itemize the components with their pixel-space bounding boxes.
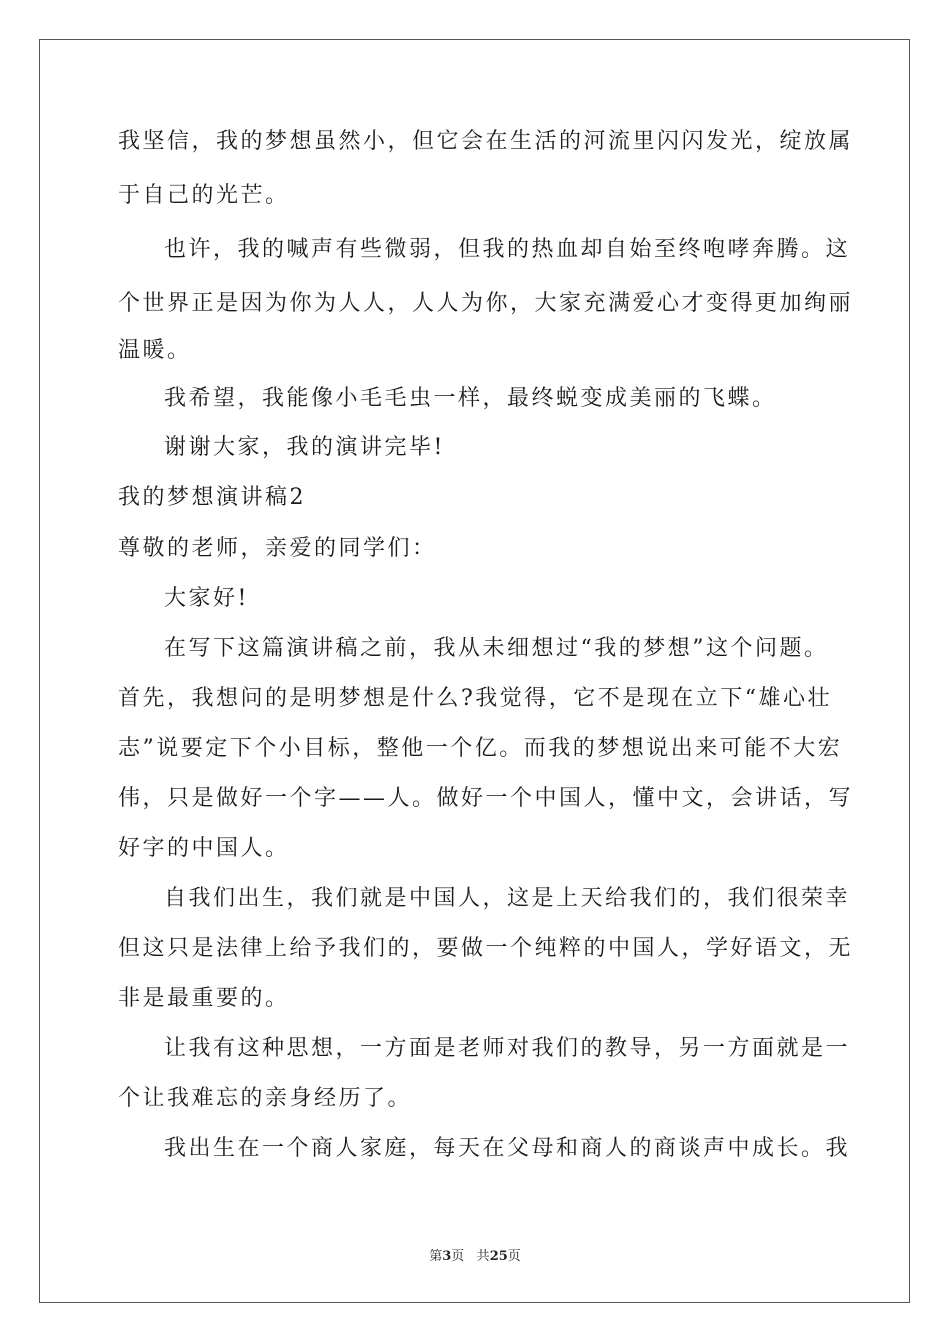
text-line: 温暖。 [118,338,192,363]
text-line: 也许，我的喊声有些微弱，但我的热血却自始至终咆哮奔腾。这 [164,237,851,262]
text-line: 首先，我想问的是明梦想是什么?我觉得，它不是现在立下“雄心壮 [118,686,833,711]
text-line: 我希望，我能像小毛毛虫一样，最终蜕变成美丽的飞蝶。 [164,386,777,411]
text-line: 在写下这篇演讲稿之前，我从未细想过“我的梦想”这个问题。 [164,636,829,661]
salutation: 尊敬的老师，亲爱的同学们： [118,536,437,561]
page-footer [0,1245,950,1264]
text-line: 好字的中国人。 [118,836,290,861]
text-line: 但这只是法律上给予我们的，要做一个纯粹的中国人，学好语文，无 [118,936,854,961]
text-line: 自我们出生，我们就是中国人，这是上天给我们的，我们很荣幸 [164,886,851,911]
text-line: 谢谢大家，我的演讲完毕! [164,435,445,460]
footer-total-prefix: 共 [476,1249,490,1264]
footer-prefix: 第 [429,1249,443,1264]
text-line: 伟，只是做好一个字——人。做好一个中国人，懂中文，会讲话，写 [118,786,854,811]
current-page-number: 3 [442,1249,452,1264]
footer-total-unit: 页 [507,1249,521,1264]
text-line: 非是最重要的。 [118,986,290,1011]
total-pages-number: 25 [489,1249,508,1264]
greeting: 大家好! [164,586,249,611]
section-heading: 我的梦想演讲稿2 [118,485,306,510]
text-line: 让我有这种思想，一方面是老师对我们的教导，另一方面就是一 [164,1036,851,1061]
text-line: 我坚信，我的梦想虽然小，但它会在生活的河流里闪闪发光，绽放属 [118,129,854,154]
footer-page-unit: 页 [451,1249,465,1264]
page-frame [39,39,910,1303]
text-line: 我出生在一个商人家庭，每天在父母和商人的商谈声中成长。我 [164,1136,851,1161]
text-line: 个世界正是因为你为人人，人人为你，大家充满爱心才变得更加绚丽 [118,291,854,316]
text-line: 志”说要定下个小目标，整他一个亿。而我的梦想说出来可能不大宏 [118,736,843,761]
text-line: 个让我难忘的亲身经历了。 [118,1086,413,1111]
text-line: 于自己的光芒。 [118,183,290,208]
